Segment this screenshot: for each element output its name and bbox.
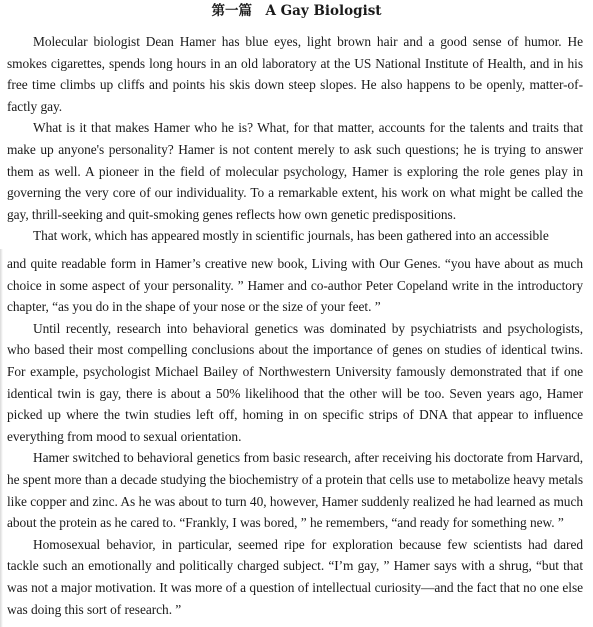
article-title: 第一篇 A Gay Biologist bbox=[211, 3, 382, 19]
paragraph-1: Molecular biologist Dean Hamer has blue eyes, light brown hair and a good sense of humor. He smokes cigarettes, spends long hours in an old laboratory at the US National Institute of Health, and in his free time climbs up cliffs and points his skis down steep slopes. He also happens to be openly, matter-of-factly gay. bbox=[7, 34, 583, 114]
paragraph-6: Homosexual behavior, in particular, seemed ripe for exploration because few scientists had dared tackle such an emotionally and politically charged subject. “I’m gay, ” Hamer says with a shrug, “but that was not a major motivation. It was more of a question of intellectual curiosity—and the fact that no one else was doing this sort of research. ” bbox=[7, 536, 583, 617]
scan-edge-shadow bbox=[0, 249, 3, 627]
paragraph-3-continued: and quite readable form in Hamer’s creative new book, Living with Our Genes. “you have about as much choice in some aspect of your personality. ” Hamer and co-author Peter Copeland write in the introductory chapter, “as you do in the shape of your nose or the size of your feet. ” bbox=[7, 256, 583, 315]
text-block-upper bbox=[7, 31, 583, 247]
paragraph-2: What is it that makes Hamer who he is? What, for that matter, accounts for the talents and traits that make up anyone's personality? Hamer is not content merely to ask such questions; he is trying to answer them as well. A pioneer in the field of molecular psychology, Hamer is exploring the role genes play in governing the very core of our individuality. To a remarkable extent, his work on what might be called the gay, thrill-seeking and quit-smoking genes reflects how own genetic predispositions. bbox=[7, 120, 583, 222]
text-block-lower bbox=[7, 253, 583, 620]
paragraph-4: Until recently, research into behavioral genetics was dominated by psychiatrists and psychologists, who based their most compelling conclusions about the importance of genes on studies of identical twins. For example, psychologist Michael Bailey of Northwestern University famously demonstrated that if one identical twin is gay, there is about a 50% likelihood that the other will be too. Seven years ago, Hamer picked up where the twin studies left off, homing in on specific strips of DNA that appear to influence everything from mood to sexual orientation. bbox=[7, 320, 583, 444]
paragraph-3-start: That work, which has appeared mostly in scientific journals, has been gathered into an accessible bbox=[33, 228, 549, 244]
paragraph-5: Hamer switched to behavioral genetics from basic research, after receiving his doctorate from Harvard, he spent more than a decade studying the biochemistry of a protein that cells use to metabolize heavy metals like copper and zinc. As he was about to turn 40, however, Hamer suddenly realized he had learned as much about the protein as he cared to. “Frankly, I was bored, ” he remembers, “and ready for something new. ” bbox=[7, 450, 583, 531]
